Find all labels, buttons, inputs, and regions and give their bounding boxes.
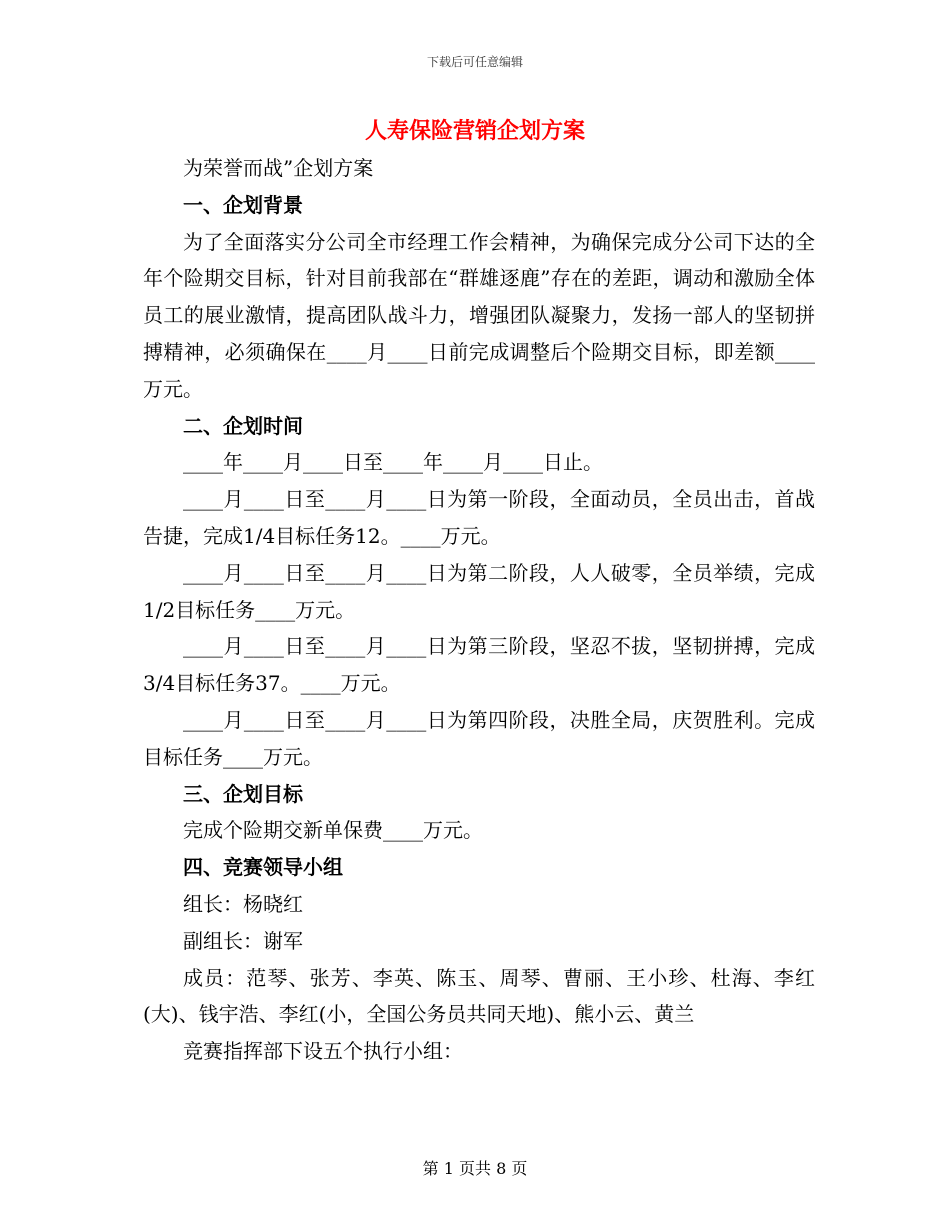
paragraph-stage-4: ____月____日至____月____日为第四阶段，决胜全局，庆贺胜利。完成目标任务____万元。 bbox=[143, 707, 815, 769]
paragraph-stage-3: ____月____日至____月____日为第三阶段，坚忍不拔，坚韧拼搏，完成3/4目标任务37。____万元。 bbox=[143, 634, 815, 696]
document-title: 人寿保险营销企划方案 bbox=[364, 119, 585, 144]
paragraph-leader: 组长：杨晓红 bbox=[183, 891, 303, 916]
section-heading-background: 一、企划背景 bbox=[183, 192, 303, 217]
page-header: 下载后可任意编辑 bbox=[426, 55, 523, 69]
section-heading-time: 二、企划时间 bbox=[183, 413, 303, 438]
paragraph-time-range: ____年____月____日至____年____月____日止。 bbox=[183, 450, 603, 475]
subtitle-line: 为荣誉而战”企划方案 bbox=[183, 156, 374, 180]
paragraph-members: 成员：范琴、张芳、李英、陈玉、周琴、曹丽、王小珍、杜海、李红(大)、钱宇浩、李红(小，全国公务员共同天地)、熊小云、黄兰 bbox=[143, 965, 815, 1027]
document-body bbox=[143, 150, 815, 1070]
section-heading-goal: 三、企划目标 bbox=[183, 781, 303, 806]
page-footer: 第 1 页共 8 页 bbox=[422, 1159, 528, 1178]
paragraph-stage-1: ____月____日至____月____日为第一阶段，全面动员，全员出击，首战告捷，完成1/4目标任务12。____万元。 bbox=[143, 487, 815, 548]
paragraph-background: 为了全面落实分公司全市经理工作会精神，为确保完成分公司下达的全年个险期交目标，针对目前我部在“群雄逐鹿”存在的差距，调动和激励全体员工的展业激情，提高团队战斗力，增强团队凝聚力，发扬一部人的坚韧拼搏精神，必须确保在____月____日前完成调整后个险期交目标，即差额____万元。 bbox=[143, 229, 815, 401]
paragraph-stage-2: ____月____日至____月____日为第二阶段，人人破零，全员举绩，完成1/2目标任务____万元。 bbox=[143, 560, 815, 622]
paragraph-groups: 竞赛指挥部下设五个执行小组： bbox=[183, 1039, 463, 1064]
section-heading-leadership: 四、竞赛领导小组 bbox=[183, 855, 343, 880]
paragraph-vice-leader: 副组长：谢军 bbox=[183, 928, 303, 953]
paragraph-goal: 完成个险期交新单保费____万元。 bbox=[183, 818, 483, 843]
